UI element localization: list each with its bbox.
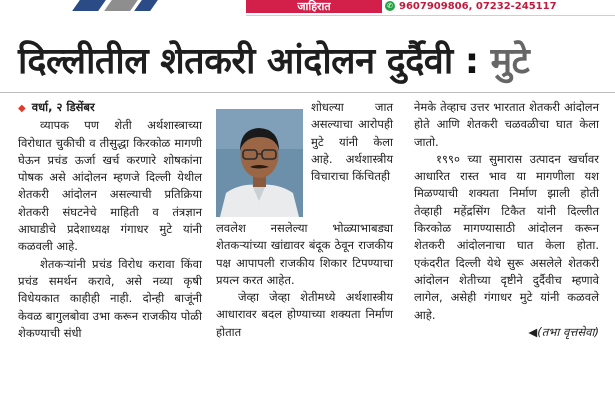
article-column-1 [18,99,202,342]
portrait-photo [216,109,303,217]
article-paragraph: १९९० च्या सुमारास उत्पादन खर्चावर आधारित रास्त भाव या मागणीला यश मिळण्याची शक्यता निर्माण झाली होती तेव्हाही महेंद्रसिंग टिकैत यांनी दिल्लीत किरकोळ मागण्यासाठी आंदोलन करून शेतकरी आंदोलनाचा घात केला होता. एकंदरीत दिल्ली येथे सुरू असलेले शेतकरी आंदोलन शेतीच्या दृष्टीने दुर्दैवीच म्हणावे लागेल, असेही गंगाधर मुटे यांनी कळवले आहे. [414,151,599,322]
article-headline [18,36,598,88]
news-credit: (तभा वृत्तसेवा) [537,324,599,339]
advertisement-phone: 9607909806, 07232-245117 [399,1,557,12]
article-paragraph: नेमके तेव्हाच उत्तर भारतात शेतकरी आंदोलन होते आणि शेतकरी चळवळीचा घात केला जातो. [414,100,599,149]
top-strip [0,0,615,14]
article-column-2 [216,220,393,341]
article-paragraph: लवलेश नसलेल्या भोळ्याभाबड्या शेतकऱ्यांच्या खांद्यावर बंदूक ठेवून राजकीय पक्ष आपापली राजकीय शिकार टिपण्याचा प्रयत्न करत आहेत. [216,221,393,287]
article-paragraph: व्यापक पण शेती अर्थशास्त्राच्या विरोधात चुकीची व तीसुद्धा किरकोळ मागणी घेऊन प्रचंड ऊर्जा खर्च करणारे शोषकांना पोषक असे आंदोलन म्हणजे दिल्ली येथील शेतकरी आंदोलन असल्याची प्रतिक्रिया शेतकरी संघटनेचे माहिती व तंत्रज्ञान आघाडीचे प्रदेशाध्यक्ष गंगाधर मुटे यांनी कळवली आहे. [18,118,202,254]
article-paragraph: जेव्हा जेव्हा शेतीमध्ये अर्थशास्त्रीय आधारावर बदल होण्याच्या शक्यता निर्माण होतात [216,290,393,339]
stripe-decoration-grey [104,0,138,11]
portrait-illustration [216,109,303,217]
advertisement-title: जाहिरात [246,0,382,13]
stripe-decoration-blue [72,0,106,11]
headline-title: दिल्लीतील शेतकरी आंदोलन दुर्दैवी [18,41,453,82]
dateline-text: वर्धा, २ डिसेंबर [31,100,95,114]
stripe-decoration-blue [134,0,158,11]
whatsapp-icon: ✆ [385,1,395,11]
article-column-2-top [311,99,393,185]
headline-separator: : [452,41,491,82]
advertisement-banner [246,0,615,16]
news-credit-line [414,324,599,341]
headline-divider [0,92,615,93]
diamond-bullet-icon: ◆ [18,103,26,114]
article-column-3 [414,99,599,341]
dateline [18,99,202,117]
article-paragraph: शोधल्या जात असल्याचा आरोपही मुटे यांनी केला आहे. अर्थशास्त्रीय विचाराचा किंचितही [311,100,393,184]
article-paragraph: शेतकऱ्यांनी प्रचंड विरोध करावा किंवा प्रचंड समर्थन करावे, असे नव्या कृषी विधेयकात काहीही नाही. दोन्ही बाजूंनी केवळ बागुलबोवा उभा करून राजकीय पोळी शेकण्याची संधी [18,256,202,340]
headline-name: मुटे [490,41,530,82]
end-mark-icon: ◀ [528,324,538,339]
